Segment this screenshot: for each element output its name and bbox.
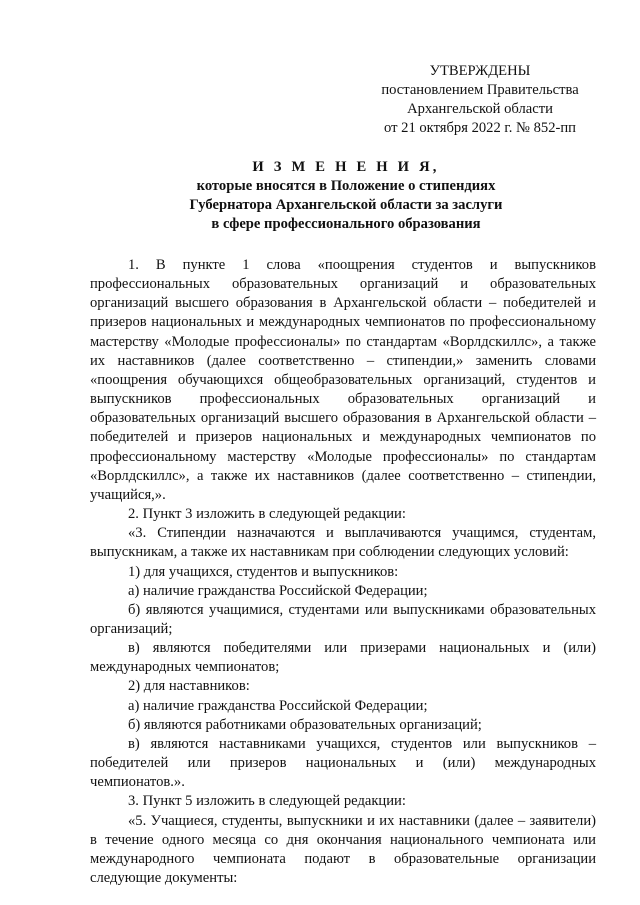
heading-line: которые вносятся в Положение о стипендиях [196, 178, 496, 194]
document-body [90, 256, 596, 888]
approval-date-number: от 21 октября 2022 г. № 852-пп [384, 120, 576, 136]
paragraph: б) являются учащимися, студентами или выпускниками образовательных организаций; [90, 601, 596, 637]
paragraph: «5. Учащиеся, студенты, выпускники и их наставники (далее – заявители) в течение одного месяца со дня окончания национального чемпионата или международного чемпионата подают в образовательные организации следующие документы: [90, 812, 596, 886]
heading-line: Губернатора Архангельской области за заслуги [189, 197, 503, 213]
approval-title: УТВЕРЖДЕНЫ [429, 63, 531, 79]
document-heading [96, 158, 596, 234]
paragraph: а) наличие гражданства Российской Федерации; [128, 697, 428, 714]
paragraph: в) являются победителями или призерами национальных и (или) международных чемпионатов; [90, 640, 596, 676]
paragraph: б) являются работниками образовательных организаций; [128, 716, 482, 733]
approval-line: постановлением Правительства [381, 82, 579, 98]
paragraph: в) являются наставниками учащихся, студентов или выпускников – победителей или призеров национальных и (или) международных чемпионатов.». [90, 735, 596, 791]
approval-line: Архангельской области [407, 101, 553, 117]
approval-stamp [360, 62, 600, 138]
paragraph: 1. В пункте 1 слова «поощрения студентов и выпускников профессиональных образовательных организаций и образовательных организаций высшего образования в Архангельской области – победителей и призеров национальных и международных чемпионатов по профессиональному мастерству «Молодые профессионалы» по стандартам «Ворлдскиллс», а также их наставников (далее соответственно – стипендии,» заменить словами «поощрения обучающихся общеобразовательных организаций, студентов и выпускников профессиональных образовательных организаций и образовательных организаций высшего образования в Архангельской области – победителей и призеров национальных и международных чемпионатов по профессиональному мастерству «Молодые профессионалы» по стандартам «Ворлдскиллс», а также их наставников (далее соответственно – стипендии, учащийся,». [90, 257, 596, 503]
paragraph: 3. Пункт 5 изложить в следующей редакции: [128, 793, 406, 810]
paragraph: 2) для наставников: [128, 678, 250, 695]
paragraph: «3. Стипендии назначаются и выплачиваются учащимся, студентам, выпускникам, а также их наставникам при соблюдении следующих условий: [90, 525, 596, 561]
heading-line: в сфере профессионального образования [211, 216, 481, 232]
paragraph: 1) для учащихся, студентов и выпускников: [128, 563, 399, 580]
document-title: И З М Е Н Е Н И Я, [252, 159, 440, 175]
paragraph: а) наличие гражданства Российской Федерации; [128, 582, 428, 599]
paragraph: 2. Пункт 3 изложить в следующей редакции: [128, 506, 406, 523]
